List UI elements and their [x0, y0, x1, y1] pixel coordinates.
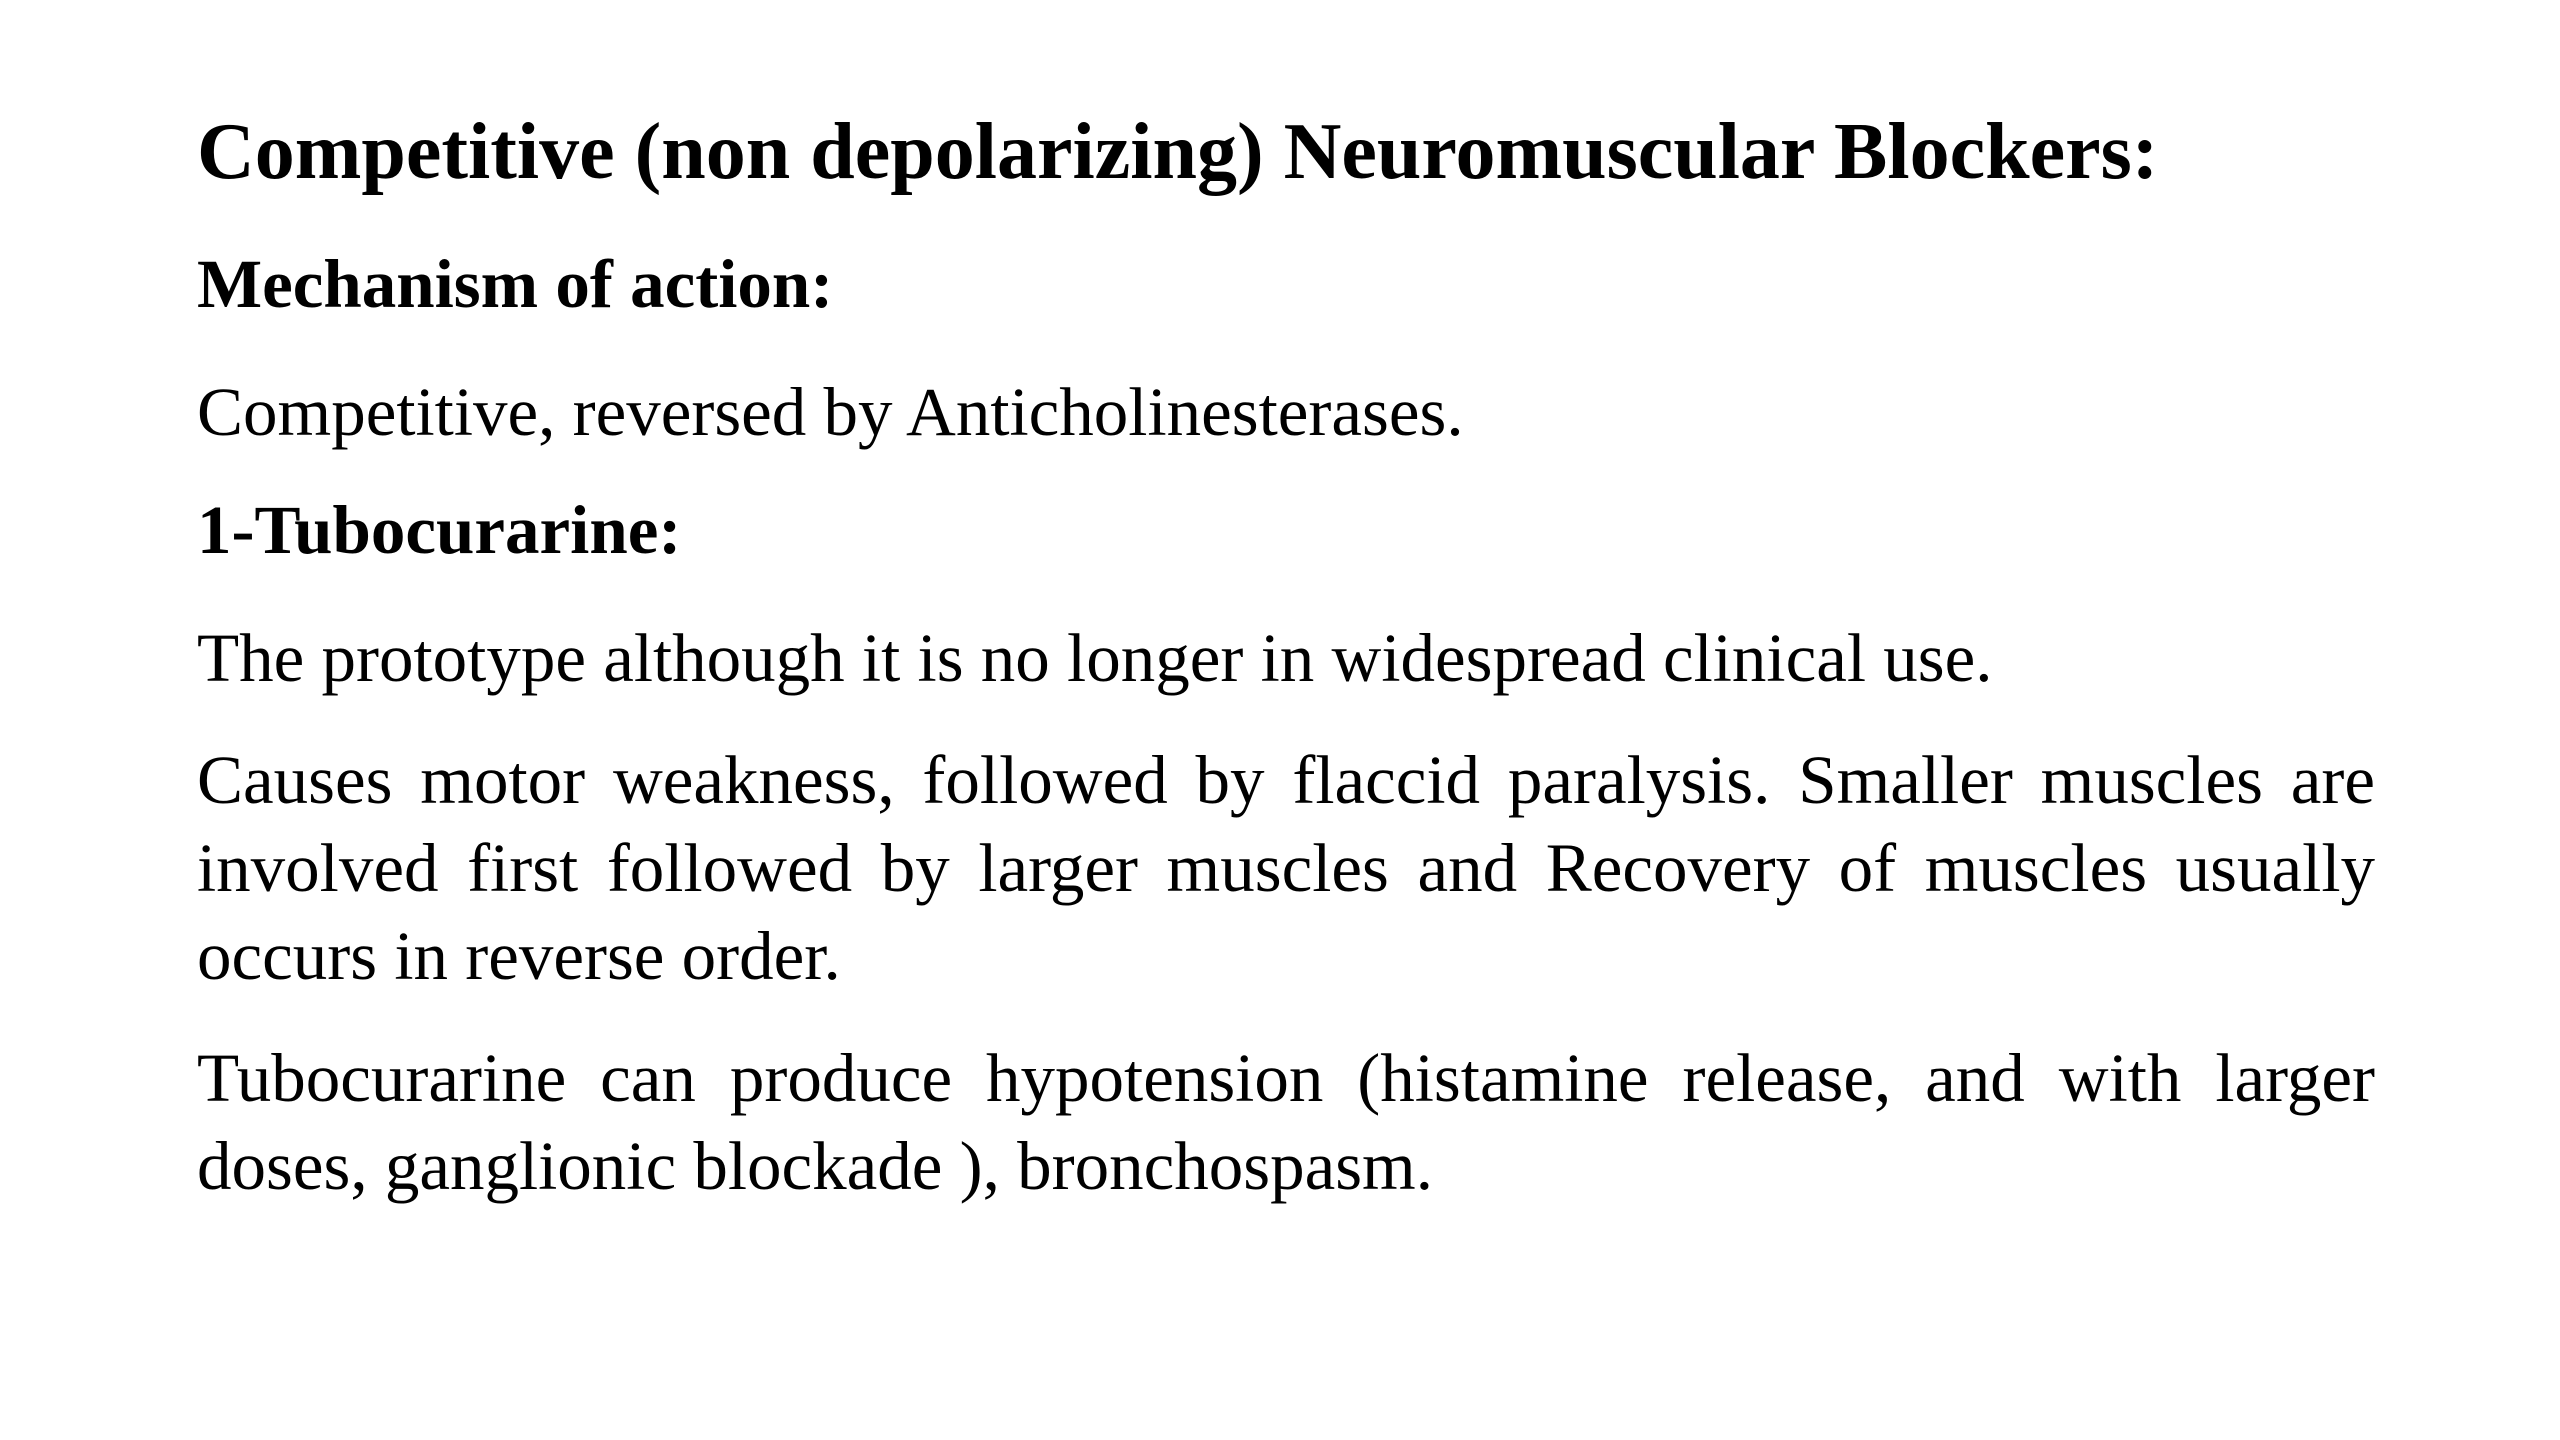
page-title: Competitive (non depolarizing) Neuromuscular Blockers:	[197, 108, 2159, 196]
drug-heading: 1-Tubocurarine:	[197, 492, 682, 568]
paragraph-prototype: The prototype although it is no longer in widespread clinical use.	[197, 620, 1993, 696]
document-content	[197, 92, 2375, 1210]
mechanism-heading: Mechanism of action:	[197, 246, 834, 322]
paragraph-side-effects: Tubocurarine can produce hypotension (histamine release, and with larger doses, ganglionic blockade ), bronchospasm.	[197, 1040, 2375, 1204]
paragraph-effects: Causes motor weakness, followed by flaccid paralysis. Smaller muscles are involved first followed by larger muscles and Recovery of muscles usually occurs in reverse order.	[197, 742, 2375, 994]
mechanism-text: Competitive, reversed by Anticholinesterases.	[197, 374, 1464, 450]
